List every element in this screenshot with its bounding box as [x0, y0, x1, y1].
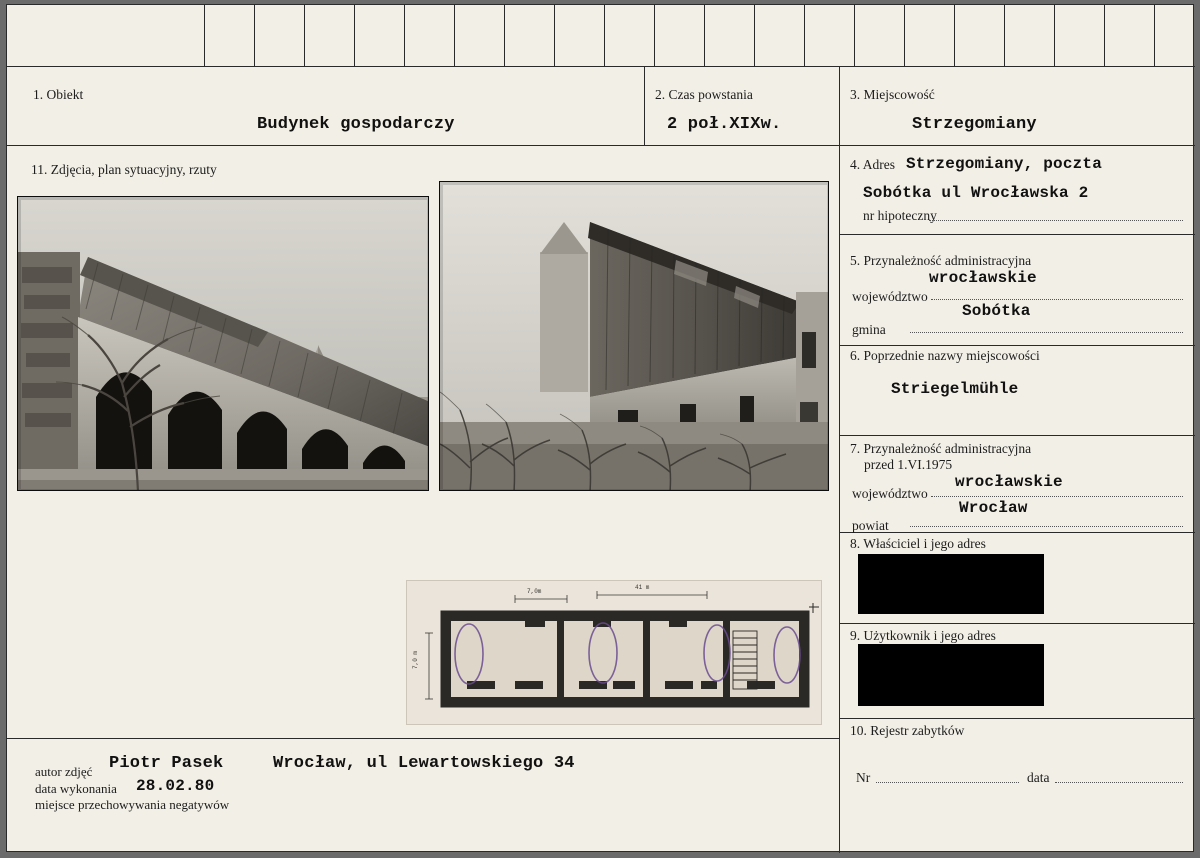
- divider-right-2: [840, 345, 1195, 346]
- miejscowosc-label: 3. Miejscowość: [850, 87, 935, 102]
- admin-current-wojewodztwo-value: wrocławskie: [929, 269, 1037, 287]
- divider-right-5: [840, 623, 1195, 624]
- punch-cell-3: [255, 5, 305, 66]
- admin-current-label: 5. Przynależność administracyjna: [850, 253, 1032, 268]
- admin-before-powiat-value: Wrocław: [959, 499, 1028, 517]
- divider-right-4: [840, 532, 1195, 533]
- punch-cell-15: [855, 5, 905, 66]
- admin-current-gmina-label: gmina: [852, 322, 886, 337]
- author-value: Piotr Pasek: [109, 754, 224, 773]
- objekt-label: 1. Obiekt: [33, 87, 84, 102]
- punch-cell-12: [705, 5, 755, 66]
- punch-cell-7: [455, 5, 505, 66]
- photo-arcade-svg: [18, 197, 429, 491]
- adres-line1: Strzegomiany, poczta: [906, 155, 1103, 173]
- punch-cell-6: [405, 5, 455, 66]
- wojewodztwo-dots-2: [931, 496, 1183, 497]
- punch-cell-2: [205, 5, 255, 66]
- divider-footer: [7, 738, 839, 739]
- adres-label: 4. Adres: [850, 157, 895, 172]
- admin-before-wojewodztwo-label: województwo: [852, 486, 928, 501]
- owner-label: 8. Właściciel i jego adres: [850, 536, 986, 551]
- punch-cell-13: [755, 5, 805, 66]
- admin-before-powiat-label: powiat: [852, 518, 889, 533]
- admin-before-wojewodztwo-value: wrocławskie: [955, 473, 1063, 491]
- punch-cell-10: [605, 5, 655, 66]
- svg-text:41 m: 41 m: [635, 584, 650, 591]
- previous-names-label: 6. Poprzednie nazwy miejscowości: [850, 348, 1040, 363]
- photo-building-long-roof: [439, 181, 829, 491]
- register-data-label: data: [1027, 770, 1050, 785]
- divider-right-6: [840, 718, 1195, 719]
- miejscowosc-value: Strzegomiany: [912, 115, 1037, 134]
- punch-cell-14: [805, 5, 855, 66]
- punch-cell-11: [655, 5, 705, 66]
- photo-long-roof-svg: [440, 182, 829, 491]
- divider-header: [7, 145, 1195, 146]
- punch-cell-21: [1155, 5, 1200, 66]
- punch-cell-8: [505, 5, 555, 66]
- wojewodztwo-dots-1: [931, 299, 1183, 300]
- nr-hipoteczny-label: nr hipoteczny: [863, 208, 937, 223]
- user-value-redacted: [858, 644, 1044, 706]
- register-nr-label: Nr: [856, 770, 871, 785]
- gmina-dots: [910, 332, 1183, 333]
- admin-before-label-line2: przed 1.VI.1975: [864, 457, 953, 472]
- admin-current-gmina-value: Sobótka: [962, 302, 1031, 320]
- punch-cell-4: [305, 5, 355, 66]
- powiat-dots: [910, 526, 1183, 527]
- photos-section-label: 11. Zdjęcia, plan sytuacyjny, rzuty: [31, 162, 217, 177]
- author-label: autor zdjęć: [35, 764, 93, 779]
- divider-right-1: [840, 234, 1195, 235]
- punch-cell-17: [955, 5, 1005, 66]
- adres-line2: Sobótka ul Wrocławska 2: [863, 184, 1089, 202]
- owner-value-redacted: [858, 554, 1044, 614]
- register-data-dots: [1055, 782, 1183, 783]
- punch-card-strip: [7, 5, 1195, 67]
- date-value: 28.02.80: [136, 777, 215, 795]
- previous-names-value: Striegelmühle: [891, 380, 1019, 398]
- czas-powstania-label: 2. Czas powstania: [655, 87, 753, 102]
- admin-before-label-line1: 7. Przynależność administracyjna: [850, 441, 1032, 456]
- floor-plan-drawing: [406, 580, 822, 725]
- punch-cell-1: [7, 5, 205, 66]
- punch-cell-9: [555, 5, 605, 66]
- punch-cell-20: [1105, 5, 1155, 66]
- floor-plan-svg: [407, 581, 822, 725]
- punch-cell-18: [1005, 5, 1055, 66]
- divider-objekt-czas: [644, 67, 645, 145]
- divider-right-3: [840, 435, 1195, 436]
- czas-powstania-value: 2 poł.XIXw.: [667, 115, 782, 134]
- punch-cell-16: [905, 5, 955, 66]
- punch-cell-19: [1055, 5, 1105, 66]
- svg-text:7,0m: 7,0m: [527, 588, 542, 595]
- divider-main-right: [839, 67, 840, 853]
- punch-cell-5: [355, 5, 405, 66]
- inventory-card: [6, 4, 1194, 852]
- svg-text:7,0 m: 7,0 m: [412, 650, 419, 669]
- user-label: 9. Użytkownik i jego adres: [850, 628, 996, 643]
- nr-hipoteczny-dots: [929, 220, 1183, 221]
- objekt-value: Budynek gospodarczy: [257, 115, 455, 134]
- admin-current-wojewodztwo-label: województwo: [852, 289, 928, 304]
- register-label: 10. Rejestr zabytków: [850, 723, 965, 738]
- photo-building-arcade: [17, 196, 429, 491]
- date-label: data wykonania: [35, 781, 117, 796]
- register-nr-dots: [876, 782, 1019, 783]
- storage-label: miejsce przechowywania negatywów: [35, 797, 230, 812]
- storage-value: Wrocław, ul Lewartowskiego 34: [273, 754, 575, 773]
